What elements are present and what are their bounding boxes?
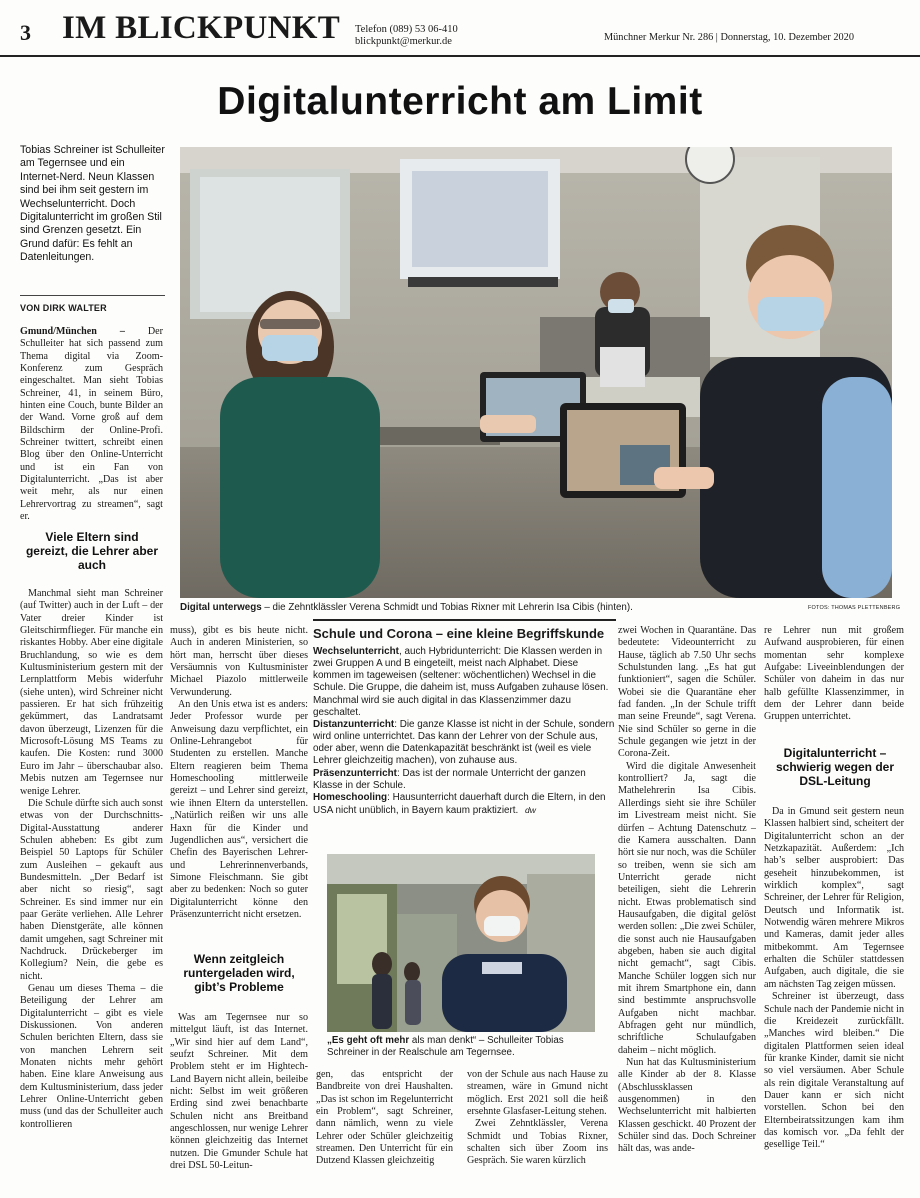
headline: Digitalunterricht am Limit (217, 80, 703, 123)
main-photo-caption (180, 602, 740, 614)
col1-paragraph: Manchmal sieht man Schreiner (auf Twitter) auch in der Luft – der Vater dreier Kinder ist Gleitschirmflieger. Für manche ein riskantes Hobby. Aber eine digitale Bruchlandung, so wie es dem Kultusministerium gestern mit der Lernplattform Mebis widerfuhr (siehe unten), wird Schreiner nicht passieren. Er hat sich frühzeitig gekümmert, das Landratsamt davon überzeugt, Lizenzen für die Microsoft-Lösung MS Teams zu kaufen. Die Kosten: rund 3000 Euro im Jahr – überschaubar also. Mebis nutzen am Tegernsee nur wenige Lehrer. (20, 588, 163, 797)
subhead-dsl: Digitalunterricht – schwierig wegen der DSL-Leitung (775, 746, 895, 788)
col2-paragraph: muss), gibt es bis heute nicht. Auch in anderen Ministerien, so hört man, herrscht über dieses Versäumnis von Kultusminister Michael Piazolo mittlerweile Verwunderung. (170, 625, 308, 698)
schoolhall-photo (327, 854, 595, 1032)
teaser-rule (20, 295, 165, 296)
masthead-rule (0, 55, 920, 57)
glossary-title: Schule und Corona – eine kleine Begriffskunde (313, 626, 605, 641)
term-distanzunterricht: Distanzunterricht (313, 718, 395, 730)
col3-paragraph: gen, das entspricht der Bandbreite von drei Haushalten. „Das ist schon im Regelunterricht ein Problem“, sagt Schreiner, dann nämlich, wenn zu viele Lehrer oder Schüler gleichzeitig streamen. Den Unterricht für ein Dutzend Klassen gleichzeitig (316, 1069, 453, 1167)
column-3-bottom (316, 1069, 453, 1190)
portrait-photo (327, 854, 595, 1032)
column-1-intro (20, 326, 163, 521)
author-signature: dw (525, 805, 536, 816)
portrait-caption-text: als man denkt“ – Schulleiter Tobias Schreiner in der Realschule am Tegernsee. (327, 1035, 564, 1058)
intro-text: Der Schulleiter hat sich passend zum Thema digital via Zoom-Konferenz zum Gespräch eingeschaltet. Man sieht Tobias Schreiner, 41, in seinem Büro, hinten eine Couch, bunte Bilder an der Wand. Vorne groß auf dem Bildschirm der Online-Profi. Schreiner twittert, schreibt einen Blog über den Online-Unterricht und ist ein Fan von Digitalunterricht. „Das ist aber weit mehr, als nur einen Lehrervortrag zu streamen“, sagt er. (20, 326, 163, 521)
dateline: Gmund/München – (20, 326, 125, 337)
page-number: 3 (20, 20, 31, 45)
column-4 (618, 625, 756, 1190)
caption-text: – die Zehntklässler Verena Schmidt und Tobias Rixner mit Lehrerin Isa Cibis (hinten). (261, 602, 633, 613)
column-2-bottom (170, 1012, 308, 1190)
section-title: IM BLICKPUNKT (62, 10, 341, 46)
term-wechselunterricht: Wechselunterricht (313, 646, 399, 657)
glossary-body (313, 646, 616, 817)
col1-paragraph: Genau um dieses Thema – die Beteiligung der Lehrer am Digitalunterricht – gibt es viele Diskussionen. Von anderen Schulen berichten Eltern, dass sie von manchen Lehrern seit Monaten nichts mehr gehört haben. Eine klare Anweisung aus dem Kultusministerium, dass jeder Lehrer Online-Unterricht geben muss (und das der Schulleiter auch kontrollieren (20, 983, 163, 1130)
term-praesenzunterricht: Präsenzunterricht (313, 767, 397, 779)
col4-paragraph: Nun hat das Kultusministerium alle Kinder ab der 8. Klasse (Abschlussklassen ausgenommen) in den Wechselunterricht mit halbierten Klassen geschickt. 40 Prozent der Schüler sind das. Doch Schreiner hält das, was ande- (618, 1057, 756, 1155)
col4-paragraph: Zwei Zehntklässler, Verena Schmidt und Tobias Rixner, schalten sich über Zoom ins Gespräch. Sie waren kürzlich (467, 1118, 608, 1167)
column-4-bottom (467, 1069, 608, 1190)
term-homeschooling: Homeschooling (313, 791, 388, 803)
teaser: Tobias Schreiner ist Schulleiter am Tegernsee und ein Internet-Nerd. Neun Klassen sind bei ihm seit gestern im Wechselunterricht. Doch Digitalunterricht im großen Stil sind Grenzen gesetzt. Ein Grund dafür: Es fehlt an Datenleitungen. (20, 144, 165, 264)
byline: VON DIRK WALTER (20, 303, 107, 313)
col5-paragraph: re Lehrer nun mit großem Aufwand ausprobieren, für einen momentan sehr komplexe Aufgabe: Liveeinblendungen der Schüler von daheim in das nur halb gefüllte Klassenzimmer, in dem der Lehrer dann beide Gruppen unterrichtet. (764, 625, 904, 723)
definition: : Hausunterricht dauerhaft durch die Eltern, in den USA nicht unüblich, in Bayern kaum praktiziert. (313, 791, 606, 817)
column-1-body (20, 588, 163, 1188)
paper-info: Münchner Merkur Nr. 286 | Donnerstag, 10. Dezember 2020 (604, 32, 854, 43)
definition: , auch Hybridunterricht: Die Klassen werden in zwei Gruppen A und B eingeteilt, meist nach Alphabet. Diese kommen im tageweisen (seltener: wöchentlichen) Wechsel in die Schule. Die Gruppe, die daheim ist, muss Aufgaben zuhause lösen. Manchmal wird sie auch digital in das Klassenzimmer dazu geschaltet. (313, 646, 609, 718)
col5-paragraph: Da in Gmund seit gestern neun Klassen halbiert sind, scheitert der Digitalunterricht schon an der Netzkapazität. Außerdem: „Ich hab’s selber ausprobiert: Das geseheit hinzubekommen, ist wirklich komplex“, sagt Schreiner, der Lehrer für Religion, Deutsch und Informatik ist. Notwendig wären mehrere Mikros und Kameras, damit jeder alles mitbekommt. Am Tegernsee erhalten die Schüler stattdessen Aufgaben, auch digitale, die sie am nächsten Tag zeigen müssen. (764, 806, 904, 990)
masthead (0, 0, 920, 60)
classroom-photo (180, 147, 892, 598)
phone-number: Telefon (089) 53 06-410 (355, 24, 458, 35)
col2-paragraph: Was am Tegernsee nur so mittelgut läuft, ist das Internet. „Wir sind hier auf dem Land“, seufzt Schreiner. Mit dem Problem steht er im Hightech-Land Bayern nicht allein, beileibe nicht: Selbst im weit größeren Erding sind zwei benachbarte Schulen nicht ans Breitband angeschlossen, nur wenige Lehrer können gleichzeitig das Internet nutzen. Die Gmunder Schule hat drei DSL 50-Leitun- (170, 1012, 308, 1172)
portrait-caption (327, 1035, 597, 1059)
col5-paragraph: Schreiner ist überzeugt, dass Schule nach der Pandemie nicht in die Kreidezeit zurückfällt. „Manches wird bleiben.“ Die digitalen Plattformen seien ideal für kranke Kinder, damit sie nicht so viel versäumen. Aber Schule als rein digitale Veranstaltung auf Dauer kann er sich nicht vorstellen. Schon bei den Elternbeiratssitzungen kam ihm das komisch vor. „Da fehlt der gesellige Teil.“ (764, 991, 904, 1151)
column-2-top (170, 625, 308, 937)
definition: : Die ganze Klasse ist nicht in der Schule, sondern wird online unterrichtet. Das kann der Lehrer von der Schule aus, oder aber, wenn die Datenkapazität beschränkt ist (weil es viele Lehrer gleichzeitig machen), von zuhause aus. (313, 718, 615, 767)
glossary-box (313, 619, 616, 842)
col1-paragraph: Die Schule dürfte sich auch sonst etwas von der Durchschnitts-Digital-Ausstattung anderer Schulen abheben: Es gibt zum Beispiel 50 Laptops für Schüler zum Ausleihen – gekauft aus Bundesmitteln. „Der Bedarf ist aber nicht so riesig“, sagt Schreiner. Es sind immer nur ein paar Geräte verliehen. Alle Lehrer haben Dienstgeräte, alle können damit umgehen, sagt Schreiner mit Nachdruck. Drückeberger im Kollegium? Nein, die gebe es nicht. (20, 797, 163, 982)
portrait-caption-bold: „Es geht oft mehr (327, 1035, 410, 1046)
definition: : Das ist der normale Unterricht der ganzen Klasse in der Schule. (313, 767, 586, 791)
photo-credit: FOTOS: THOMAS PLETTENBERG (808, 605, 901, 611)
email-address: blickpunkt@merkur.de (355, 36, 452, 47)
column-5-top (764, 625, 904, 737)
caption-bold: Digital unterwegs (180, 602, 262, 613)
col4-paragraph: Wird die digitale Anwesenheit kontrolliert? Ja, sagt die Mathelehrerin Isa Cibis. Allerdings sieht sie ihre Schüler im Livestream meist nicht. Sie dürfen – Achtung Datenschutz – die Kamera ausschalten. Dann hört sie nur noch, was die Schüler so treiben, wenn sie sich am Unterricht gerade nicht beteiligen, sieht die Lehrerin nicht. Etwas problematisch sind Hausaufgaben, die digital gelöst werden sollen: „Die zwei Schüler, die sonst auch nie Hausaufgaben abgeben, haben sie auch digital nicht gemacht“, sagt Cibis. Manche Schüler loggen sich nur mit ihrem Smartphone ein, dann sind bestimmte anspruchsvolle Aufgaben nicht machbar. Abfragen geht nur mündlich, schriftliche Schulaufgaben daheim – nicht möglich. (618, 760, 756, 1056)
col4-paragraph: von der Schule aus nach Hause zu streamen, wäre in Gmund nicht möglich. Erst 2021 soll die heiß ersehnte Glasfaser-Leitung stehen. (467, 1069, 608, 1118)
col2-paragraph: An den Unis etwa ist es anders: Jeder Professor wurde per Anweisung dazu verpflichtet, ein Online-Lehrangebot für Studenten zu erstellen. Manche Eltern reagieren beim Thema Homeschooling mittlerweile gereizt – und Lehrer sind gereizt, wie ihnen Eltern da unterstellen. „Natürlich reißen wir uns alle Haxn für die Kinder und Jugendlichen aus“, versichert die Chefin des Bayerischen Lehrer- und Lehrerinnenverbands, Simone Fleischmann. Sie gibt aber zu bedenken: Noch so guter Digitalunterricht könne den Präsenzunterricht nicht ersetzen. (170, 699, 308, 920)
column-5-bottom (764, 806, 904, 1190)
main-photo (180, 147, 892, 598)
subhead-eltern: Viele Eltern sind gereizt, die Lehrer aber auch (25, 530, 159, 572)
col4-paragraph: zwei Wochen in Quarantäne. Das bedeutete: Videounterricht zu Hause, täglich ab 7.50 Uhr sechs Schulstunden lang. „Es hat gut funktioniert“, sagen die Schüler. Wobei sie die Quarantäne eher fad fanden. „In der Schule trifft man seine Freunde“, sagt Verena. Nie sind Schüler so gerne in die Schule gegangen wie jetzt in der Corona-Zeit. (618, 625, 756, 760)
subhead-internet: Wenn zeitgleich runtergeladen wird, gibt’s Probleme (183, 952, 295, 994)
